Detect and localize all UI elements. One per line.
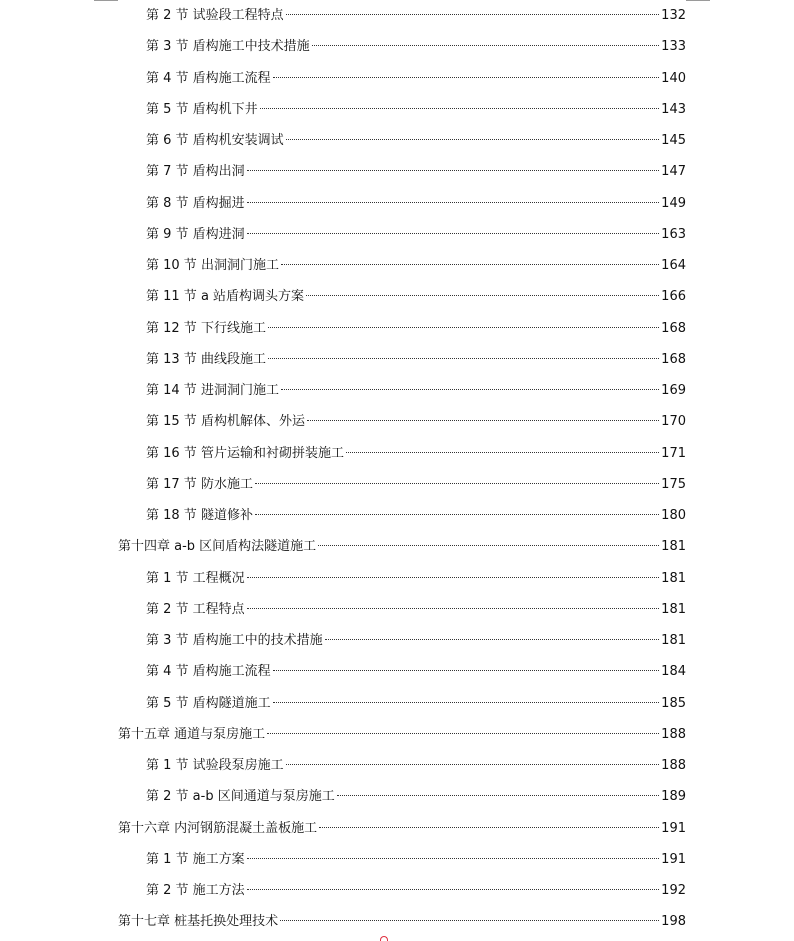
crop-mark-left	[94, 0, 118, 1]
toc-section-entry[interactable]	[146, 131, 686, 151]
toc-page-number: 189	[661, 789, 686, 805]
toc-chapter-entry[interactable]	[118, 819, 686, 839]
toc-dot-leader	[286, 139, 660, 140]
toc-section-entry[interactable]	[146, 100, 686, 120]
toc-section-entry[interactable]	[146, 162, 686, 182]
toc-page-number: 163	[661, 226, 686, 242]
toc-page-number: 166	[661, 289, 686, 305]
toc-dot-leader	[318, 545, 659, 546]
toc-section-entry[interactable]	[146, 881, 686, 901]
toc-section-entry[interactable]	[146, 569, 686, 589]
toc-section-entry[interactable]	[146, 600, 686, 620]
toc-entry-label: 第 2 节 工程特点	[146, 601, 245, 617]
toc-section-entry[interactable]	[146, 69, 686, 89]
toc-dot-leader	[273, 670, 660, 671]
toc-page-number: 185	[661, 695, 686, 711]
toc-entry-label: 第十六章 内河钢筋混凝土盖板施工	[118, 820, 318, 836]
toc-entry-label: 第 4 节 盾构施工流程	[146, 664, 271, 680]
toc-page-number: 171	[661, 445, 686, 461]
toc-section-entry[interactable]	[146, 381, 686, 401]
toc-entry-label: 第 1 节 工程概况	[146, 570, 245, 586]
toc-entry-label: 第 13 节 曲线段施工	[146, 351, 266, 367]
toc-entry-label: 第 2 节 试验段工程特点	[146, 8, 284, 23]
toc-entry-label: 第 6 节 盾构机安装调试	[146, 133, 284, 148]
toc-page-number: 168	[661, 351, 686, 367]
toc-section-entry[interactable]	[146, 6, 686, 26]
toc-page-number: 133	[661, 39, 686, 55]
toc-page-number: 168	[661, 320, 686, 336]
toc-page-number: 169	[661, 383, 686, 398]
crop-mark-right	[686, 0, 710, 1]
toc-section-entry[interactable]	[146, 506, 686, 526]
toc-dot-leader	[312, 45, 660, 46]
toc-entry-label: 第 9 节 盾构进洞	[146, 226, 245, 242]
toc-entry-label: 第 12 节 下行线施工	[146, 320, 266, 336]
toc-entry-label: 第 16 节 管片运输和衬砌拼装施工	[146, 445, 344, 461]
toc-chapter-entry[interactable]	[118, 725, 686, 745]
toc-entry-label: 第 1 节 施工方案	[146, 851, 245, 867]
toc-section-entry[interactable]	[146, 475, 686, 495]
toc-section-entry[interactable]	[146, 287, 686, 307]
toc-entry-label: 第 3 节 盾构施工中的技术措施	[146, 633, 323, 648]
toc-dot-leader	[268, 327, 659, 328]
toc-section-entry[interactable]	[146, 37, 686, 57]
toc-page-number: 188	[661, 758, 686, 773]
toc-page-number: 170	[661, 414, 686, 430]
toc-dot-leader	[280, 920, 659, 921]
toc-section-entry[interactable]	[146, 319, 686, 339]
toc-dot-leader	[307, 420, 659, 421]
toc-entry-label: 第 5 节 盾构机下井	[146, 101, 258, 117]
toc-dot-leader	[255, 514, 659, 515]
toc-section-entry[interactable]	[146, 756, 686, 776]
toc-dot-leader	[346, 452, 659, 453]
toc-entry-label: 第 14 节 进洞洞门施工	[146, 383, 279, 398]
toc-entry-label: 第 15 节 盾构机解体、外运	[146, 414, 305, 430]
toc-section-entry[interactable]	[146, 194, 686, 214]
toc-page-number: 181	[661, 601, 686, 617]
toc-entry-label: 第十七章 桩基托换处理技术	[118, 914, 279, 930]
toc-section-entry[interactable]	[146, 256, 686, 276]
toc-dot-leader	[273, 77, 660, 78]
toc-page-number: 175	[661, 476, 686, 492]
toc-dot-leader	[273, 702, 660, 703]
toc-page-number: 181	[661, 633, 686, 648]
toc-section-entry[interactable]	[146, 225, 686, 245]
toc-page-number: 143	[661, 101, 686, 117]
toc-dot-leader	[286, 14, 660, 15]
toc-dot-leader	[325, 639, 660, 640]
toc-entry-label: 第 5 节 盾构隧道施工	[146, 695, 271, 711]
toc-dot-leader	[306, 295, 659, 296]
toc-dot-leader	[247, 233, 660, 234]
toc-page-number: 140	[661, 70, 686, 86]
toc-dot-leader	[247, 858, 660, 859]
toc-dot-leader	[255, 483, 659, 484]
toc-dot-leader	[267, 733, 659, 734]
toc-page-number: 188	[661, 726, 686, 742]
toc-entry-label: 第 10 节 出洞洞门施工	[146, 258, 279, 273]
toc-page-number: 180	[661, 508, 686, 523]
toc-entry-label: 第 8 节 盾构掘进	[146, 195, 245, 211]
toc-entry-label: 第 18 节 隧道修补	[146, 508, 253, 523]
toc-page-number: 192	[661, 883, 686, 898]
toc-page-number: 145	[661, 133, 686, 148]
toc-section-entry[interactable]	[146, 662, 686, 682]
toc-section-entry[interactable]	[146, 350, 686, 370]
toc-dot-leader	[247, 202, 660, 203]
toc-page-number: 132	[661, 8, 686, 23]
toc-section-entry[interactable]	[146, 787, 686, 807]
toc-page-number: 191	[661, 820, 686, 836]
toc-page-number: 191	[661, 851, 686, 867]
toc-entry-label: 第 17 节 防水施工	[146, 476, 253, 492]
toc-section-entry[interactable]	[146, 444, 686, 464]
toc-page-number: 149	[661, 195, 686, 211]
toc-section-entry[interactable]	[146, 631, 686, 651]
toc-page-number: 198	[661, 914, 686, 930]
toc-entry-label: 第 2 节 a-b 区间通道与泵房施工	[146, 789, 335, 805]
toc-entry-label: 第 3 节 盾构施工中技术措施	[146, 39, 310, 55]
toc-page-number: 164	[661, 258, 686, 273]
toc-section-entry[interactable]	[146, 850, 686, 870]
toc-page-number: 181	[661, 570, 686, 586]
toc-chapter-entry[interactable]	[118, 912, 686, 932]
toc-page-number: 184	[661, 664, 686, 680]
toc-dot-leader	[247, 170, 660, 171]
toc-dot-leader	[247, 608, 660, 609]
toc-dot-leader	[281, 389, 659, 390]
toc-chapter-entry[interactable]	[118, 537, 686, 557]
toc-section-entry[interactable]	[146, 412, 686, 432]
toc-entry-label: 第十五章 通道与泵房施工	[118, 726, 266, 742]
toc-page-number: 147	[661, 164, 686, 180]
toc-entry-label: 第 7 节 盾构出洞	[146, 164, 245, 180]
toc-dot-leader	[260, 108, 660, 109]
toc-dot-leader	[268, 358, 659, 359]
toc-dot-leader	[319, 827, 659, 828]
toc-entry-label: 第 2 节 施工方法	[146, 883, 245, 898]
toc-entry-label: 第 11 节 a 站盾构调头方案	[146, 289, 305, 305]
toc-dot-leader	[247, 577, 660, 578]
toc-entry-label: 第 1 节 试验段泵房施工	[146, 758, 284, 773]
toc-dot-leader	[281, 264, 659, 265]
toc-entry-label: 第十四章 a-b 区间盾构法隧道施工	[118, 539, 317, 555]
toc-dot-leader	[247, 889, 660, 890]
red-mark-icon	[380, 936, 388, 941]
toc-section-entry[interactable]	[146, 694, 686, 714]
toc-entry-label: 第 4 节 盾构施工流程	[146, 70, 271, 86]
toc-dot-leader	[337, 795, 659, 796]
toc-page-number: 181	[661, 539, 686, 555]
toc-dot-leader	[286, 764, 660, 765]
